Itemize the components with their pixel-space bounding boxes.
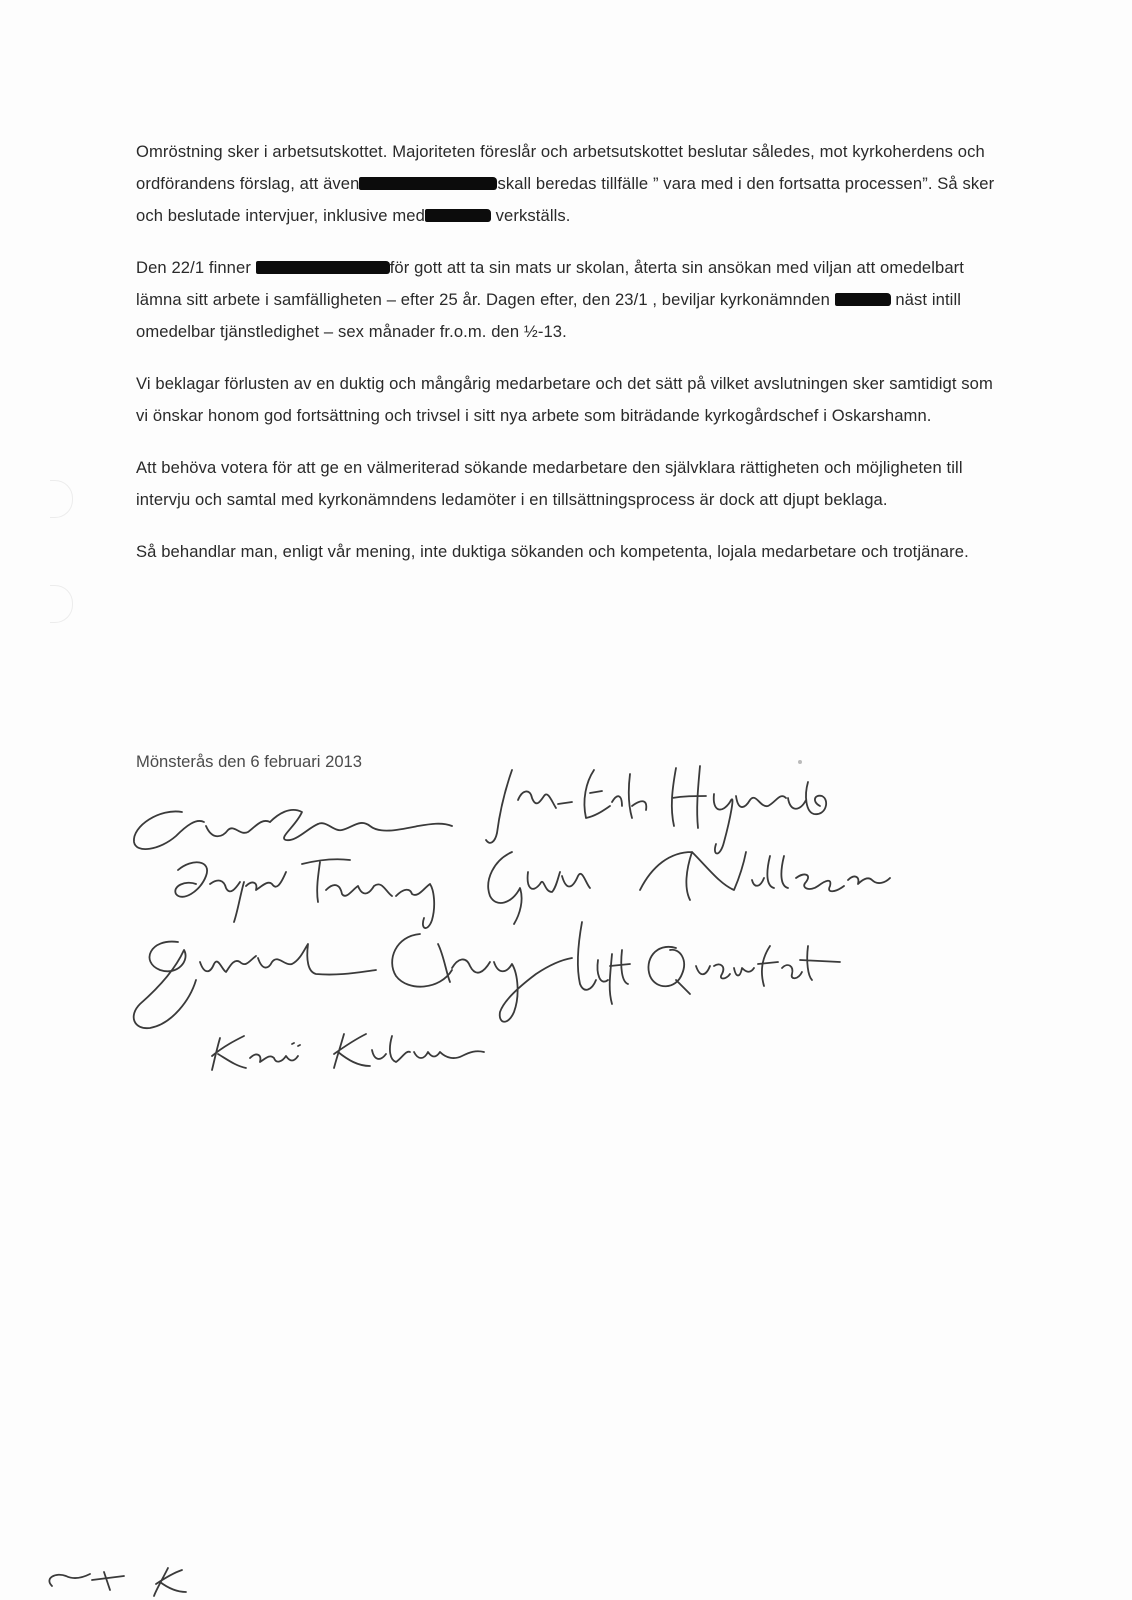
signature-1 — [134, 810, 452, 849]
paragraph-text: Vi beklagar förlusten av en duktig och mångårig medarbetare och det sätt på vilket avslutningen sker samtidigt som vi önskar honom god fortsättning och trivsel i sitt nya arbete som biträdande kyrkogårdschef i Oskarshamn. — [136, 374, 993, 425]
paragraph-text: Den 22/1 finner — [136, 258, 256, 277]
paragraph-text: Så behandlar man, enligt vår mening, inte duktiga sökanden och kompetenta, lojala medarbetare och trotjänare. — [136, 542, 969, 561]
paragraph-text: skall beredas tillfälle ” vara med i den fortsatta processen”. Så sker och beslutade intervjuer, inklusive med — [136, 174, 995, 225]
signature-karin-klintmo — [212, 1034, 484, 1070]
signature-4 — [392, 934, 572, 1022]
signature-ulf-qvarfot — [578, 922, 840, 1004]
paragraph-text: Att behöva votera för att ge en välmeriterad sökande medarbetare den självklara rättigheten och möjligheten till intervju och samtal med kyrkonämndens ledamöter i en tillsättningsprocess är dock att djupt beklaga. — [136, 458, 963, 509]
signature-3 — [134, 942, 376, 1029]
paragraph-text: för gott att ta sin mats ur skolan, återta sin ansökan med viljan att omedelbart lämna sitt arbete i samfälligheten – efter 25 år. Dagen efter, den 23/1 , beviljar kyrkonämnden — [136, 258, 965, 309]
signature-jan-erik-hykenberg — [486, 766, 826, 854]
signature-ingrid-thunberg — [175, 859, 434, 928]
initials-mark — [49, 1568, 186, 1596]
place-date: Mönsterås den 6 februari 2013 — [136, 752, 363, 771]
paragraph-text: Omröstning sker i arbetsutskottet. Majoriteten föreslår och arbetsutskottet beslutar således, mot kyrkoherdens och ordförandens förslag, att även — [136, 142, 985, 193]
paragraph-text: näst intill omedelbar tjänstledighet – sex månader fr.o.m. den ½-13. — [136, 290, 962, 341]
signature-gun-nilsson — [488, 852, 890, 924]
scan-speck — [798, 760, 802, 764]
paragraph-text: verkställs. — [490, 206, 571, 225]
